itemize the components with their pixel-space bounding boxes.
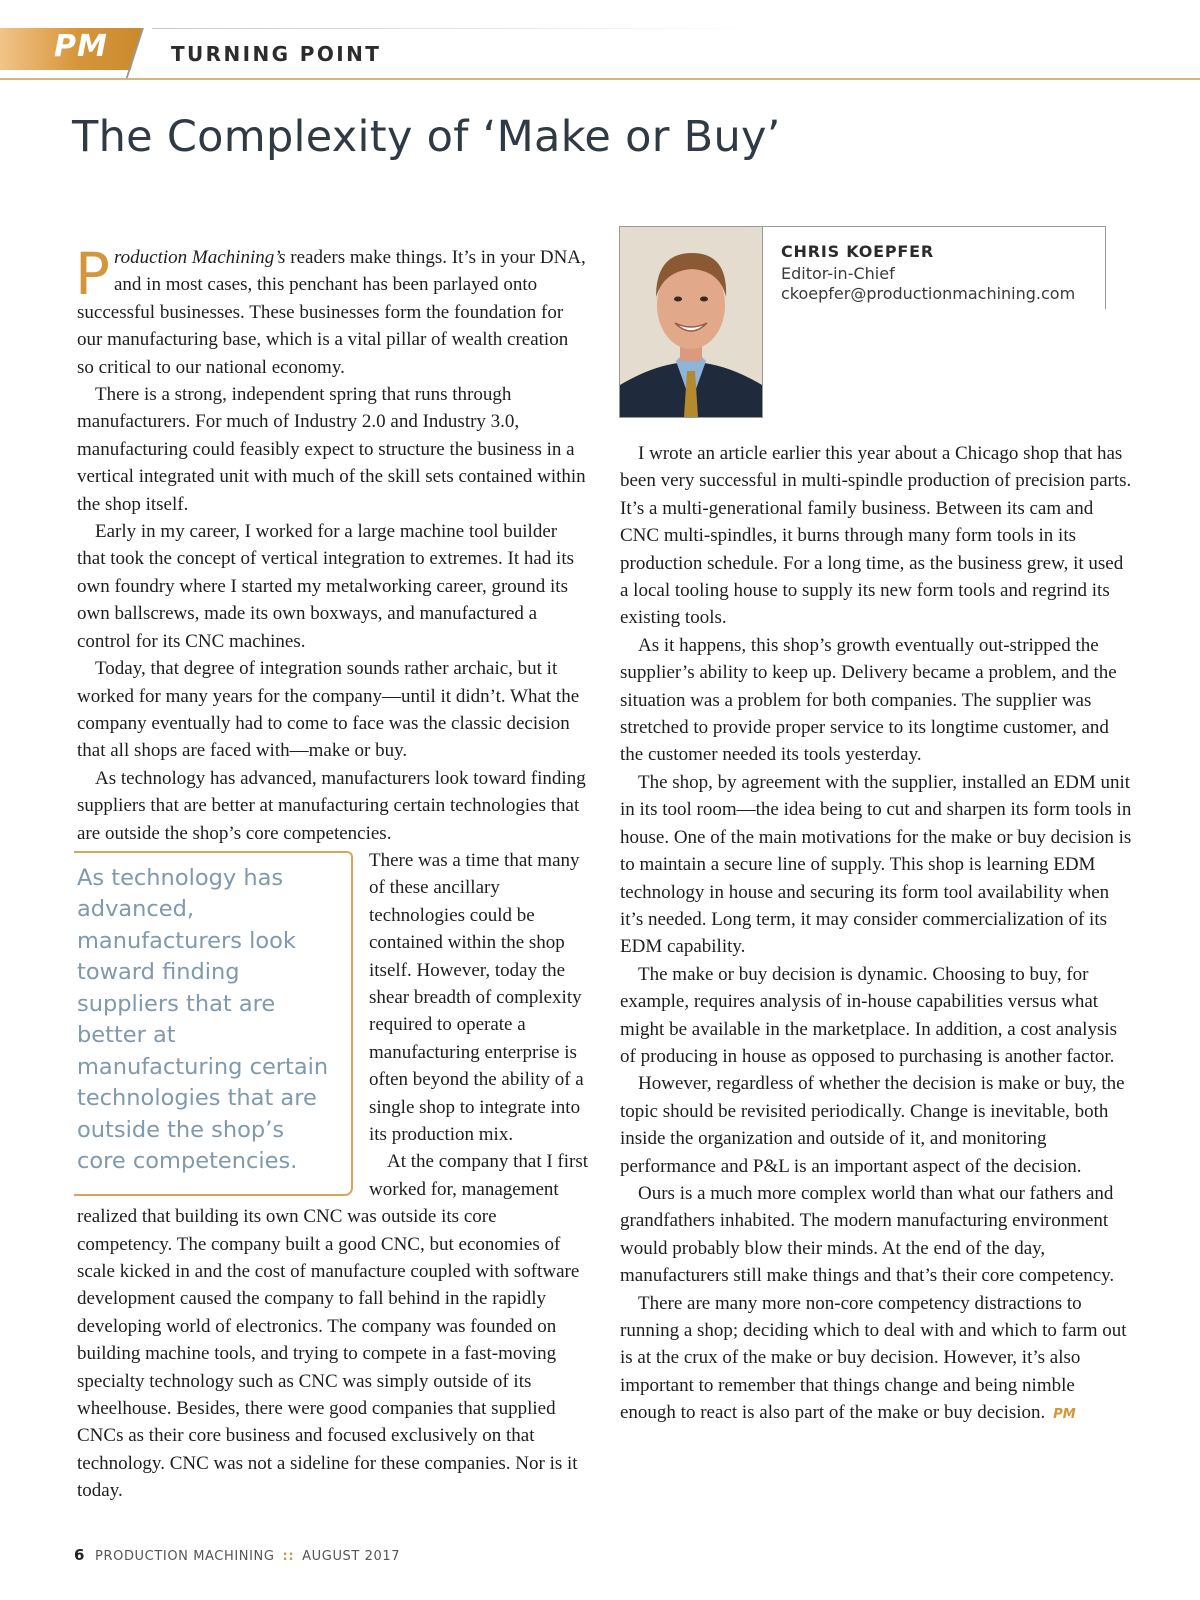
page-number: 6 — [74, 1546, 86, 1564]
article-title: The Complexity of ‘Make or Buy’ — [72, 112, 781, 162]
final-paragraph-text: There are many more non-core competency distractions to running a shop; deciding which to deal with and which to farm out is at the crux of the make or buy decision. However, it’s also important to remember that things change and being nimble enough to react is also part of the make or buy decision. — [620, 1292, 1127, 1424]
left-column — [75, 240, 589, 1505]
body-paragraph: Ours is a much more complex world than what our fathers and grandfathers inhabited. The modern manufacturing environment would probably blow their minds. At the end of the day, manufacturers still make things and that’s their core competency. — [620, 1182, 1115, 1287]
header-top-rule — [152, 28, 762, 29]
publication-name: PRODUCTION MACHINING — [95, 1549, 275, 1564]
body-paragraph: As it happens, this shop’s growth eventually out-stripped the supplier’s ability to keep up. Delivery became a problem, and the situation was a problem for both companies. The supplier was stretched to provide proper service to its longtime customer, and the customer needed its tools yesterday. — [620, 634, 1117, 766]
body-paragraph: The shop, by agreement with the supplier, installed an EDM unit in its tool room—the idea being to cut and sharpen its form tools in house. One of the main motivations for the make or buy decision is to maintain a secure line of supply. This shop is learning EDM technology in house and securing its form tool availability when it’s needed. Long term, it may consider commercialization of its EDM capability. — [620, 771, 1132, 958]
right-column — [620, 440, 1134, 1429]
drop-cap: P — [75, 240, 110, 308]
body-paragraph: Today, that degree of integration sounds rather archaic, but it worked for many years for the company—until it didn’t. What the company eventually had to come to face was the classic decision that all shops are faced with—make or buy. — [77, 658, 580, 762]
lead-italic-text: roduction Machining’s — [113, 247, 286, 268]
section-label: TURNING POINT — [171, 42, 382, 66]
final-paragraph — [620, 1290, 1134, 1429]
author-name: CHRIS KOEPFER — [781, 242, 935, 261]
body-paragraph: The make or buy decision is dynamic. Choosing to buy, for example, requires analysis of in-house capabilities versus what might be available in the marketplace. In addition, a cost analysis of producing in house as opposed to purchasing is another factor. — [620, 963, 1118, 1067]
issue-date: AUGUST 2017 — [302, 1549, 401, 1564]
footer-separator: :: — [282, 1549, 295, 1564]
body-paragraph: However, regardless of whether the decision is make or buy, the topic should be revisited periodically. Change is inevitable, both inside the organization and outside of it, and monitoring performance and P&L is an important aspect of the decision. — [620, 1073, 1125, 1177]
body-paragraph: At the company that I first worked for, management realized that building its own CNC was outside its core competency. The company built a good CNC, but economies of scale kicked in and the cost of manufacture coupled with software development caused the company to fall behind in the rapidly developing world of electronics. The company was founded on building machine tools, and trying to compete in a fast-moving specialty technology such as CNC was simply outside of its wheelhouse. Besides, there were good companies that supplied CNCs as their core business and focused exclusively on that technology. CNC was not a sideline for these companies. Nor is it today. — [77, 1151, 589, 1502]
page-footer — [74, 1546, 400, 1564]
body-paragraph: As technology has advanced, manufacturers look toward finding suppliers that are better at manufacturing certain technologies that are outside the shop’s core competencies. — [77, 767, 586, 844]
author-role: Editor-in-Chief — [781, 264, 895, 283]
pm-logo: PM — [54, 29, 108, 64]
body-paragraph: I wrote an article earlier this year about a Chicago shop that has been very successful in multi-spindle production of precision parts. It’s a multi-generational family business. Between its cam and CNC multi-spindles, it burns through many form tools in its production schedule. For a long time, as the business grew, it used a local tooling house to supply its new form tools and regrind its existing tools. — [620, 443, 1132, 629]
lead-text: readers make things. It’s in your DNA, and in most cases, this penchant has been parlayed onto successful businesses. These businesses form the foundation for our manufacturing base, which is a vital pillar of wealth creation so critical to our national economy. — [77, 247, 586, 378]
author-email[interactable]: ckoepfer@productionmachining.com — [781, 284, 1076, 303]
body-paragraph: There is a strong, independent spring that runs through manufacturers. For much of Industry 2.0 and Industry 3.0, manufacturing could feasibly expect to structure the business in a vertical integrated unit with much of the skill sets contained within the shop itself. — [77, 384, 586, 515]
author-photo — [619, 226, 763, 418]
body-paragraph: There was a time that many of these ancillary technologies could be contained within the shop itself. However, today the shear breadth of complexity required to operate a manufacturing enterprise is often beyond the ability of a single shop to integrate into its production mix. — [369, 849, 584, 1145]
end-mark-logo: PM — [1053, 1407, 1076, 1423]
header-bottom-rule — [0, 78, 1200, 80]
pull-quote: As technology has advanced, manufacturers look toward finding suppliers that are better at manufacturing certain technologies that are outside the shop’s core competencies. — [74, 851, 353, 1196]
page-header — [0, 0, 1200, 82]
lead-paragraph — [75, 240, 589, 381]
body-paragraph: Early in my career, I worked for a large machine tool builder that took the concept of vertical integration to extremes. It had its own foundry where I started my metalworking career, ground its own ballscrews, made its own boxways, and manufactured a control for its CNC machines. — [77, 521, 575, 652]
